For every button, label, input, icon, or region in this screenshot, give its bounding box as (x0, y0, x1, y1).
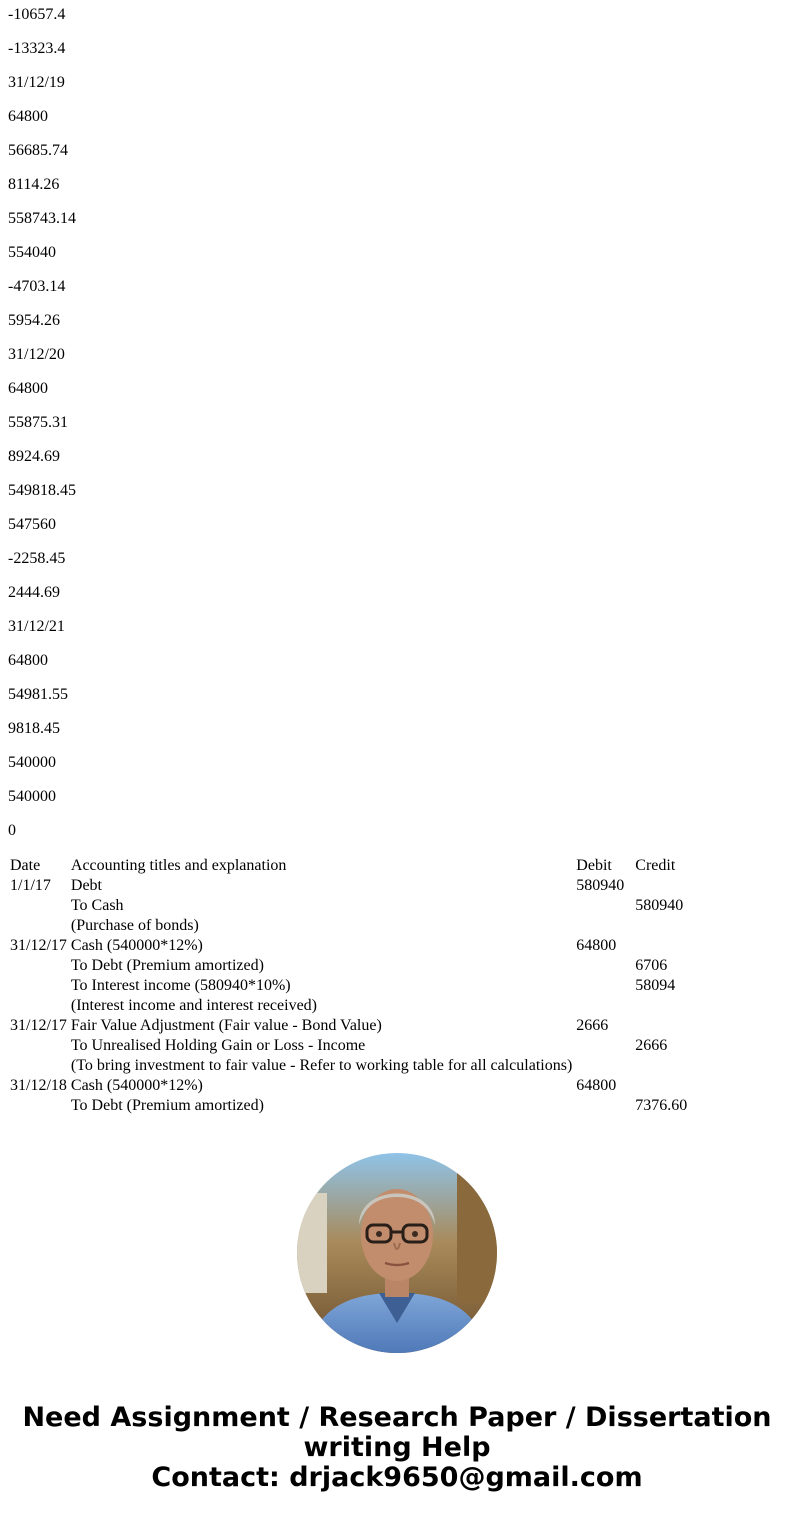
value-line: 8114.26 (8, 176, 60, 193)
promo-line-1: Need Assignment / Research Paper / Dissertation (22, 1402, 772, 1433)
value-line: 549818.45 (8, 482, 76, 499)
value-line: 0 (8, 822, 16, 839)
cell-description: Cash (540000*12%) (70, 1077, 203, 1094)
table-row (8, 876, 697, 896)
cell-description: (To bring investment to fair value - Refer to working table for all calculations) (70, 1057, 573, 1074)
value-line: 31/12/20 (8, 346, 65, 363)
cell-credit: 580940 (635, 897, 684, 914)
cell-debit (574, 1096, 633, 1116)
cell-credit: 2666 (635, 1037, 668, 1054)
table-row (8, 976, 697, 996)
value-line: 2444.69 (8, 584, 60, 601)
value-line: -2258.45 (8, 550, 66, 567)
table-row (8, 1096, 697, 1116)
cell-credit (633, 1056, 697, 1076)
cell-description: To Unrealised Holding Gain or Loss - Income (70, 1037, 366, 1054)
value-line: 8924.69 (8, 448, 60, 465)
cell-debit (574, 916, 633, 936)
cell-date (8, 956, 69, 976)
value-line: 540000 (8, 788, 56, 805)
cell-credit (633, 1016, 697, 1036)
header-debit: Debit (576, 857, 612, 874)
cell-debit (574, 976, 633, 996)
cell-credit (633, 996, 697, 1016)
value-line: -13323.4 (8, 40, 66, 57)
cell-date: 31/12/17 (10, 1017, 67, 1034)
cell-debit (574, 956, 633, 976)
cell-description: (Interest income and interest received) (70, 997, 317, 1014)
promo-contact[interactable]: Contact: drjack9650@gmail.com (151, 1462, 643, 1493)
table-row (8, 1016, 697, 1036)
cell-description: Cash (540000*12%) (70, 937, 203, 954)
table-header-row (8, 856, 697, 876)
cell-debit (574, 996, 633, 1016)
cell-debit (574, 896, 633, 916)
cell-date: 1/1/17 (10, 877, 51, 894)
cell-debit: 64800 (576, 937, 617, 954)
cell-credit (633, 916, 697, 936)
cell-description: To Debt (Premium amortized) (70, 957, 264, 974)
value-line: -4703.14 (8, 278, 66, 295)
cell-description: (Purchase of bonds) (70, 917, 199, 934)
value-line: 64800 (8, 108, 48, 125)
table-row (8, 1036, 697, 1056)
value-line: 31/12/21 (8, 618, 65, 635)
cell-description: Debt (70, 877, 102, 894)
cell-date (8, 896, 69, 916)
value-line: 55875.31 (8, 414, 68, 431)
cell-date (8, 1056, 69, 1076)
author-avatar (297, 1153, 497, 1353)
table-row (8, 916, 697, 936)
cell-debit: 580940 (576, 877, 625, 894)
cell-credit (633, 876, 697, 896)
value-line: 9818.45 (8, 720, 60, 737)
values-list (8, 0, 76, 850)
cell-date (8, 996, 69, 1016)
cell-credit (633, 936, 697, 956)
promo-line-2: writing Help (303, 1432, 491, 1463)
header-description: Accounting titles and explanation (70, 857, 287, 874)
cell-description: To Interest income (580940*10%) (70, 977, 291, 994)
cell-date: 31/12/18 (10, 1077, 67, 1094)
table-row (8, 996, 697, 1016)
value-line: 5954.26 (8, 312, 60, 329)
journal-entries-table (8, 856, 697, 1116)
value-line: -10657.4 (8, 6, 66, 23)
table-row (8, 936, 697, 956)
value-line: 540000 (8, 754, 56, 771)
header-date: Date (10, 857, 41, 874)
cell-description: To Cash (70, 897, 124, 914)
cell-debit (574, 1036, 633, 1056)
cell-description: To Debt (Premium amortized) (70, 1097, 264, 1114)
table-row (8, 896, 697, 916)
value-line: 64800 (8, 380, 48, 397)
value-line: 56685.74 (8, 142, 68, 159)
cell-description: Fair Value Adjustment (Fair value - Bond Value) (70, 1017, 382, 1034)
cell-date (8, 916, 69, 936)
cell-date (8, 1036, 69, 1056)
cell-credit (633, 1076, 697, 1096)
cell-debit (574, 1056, 633, 1076)
value-line: 547560 (8, 516, 56, 533)
author-photo (297, 1153, 497, 1353)
cell-date (8, 976, 69, 996)
table-row (8, 1056, 697, 1076)
cell-date (8, 1096, 69, 1116)
cell-debit: 2666 (576, 1017, 609, 1034)
cell-credit: 6706 (635, 957, 668, 974)
cell-credit: 58094 (635, 977, 676, 994)
value-line: 554040 (8, 244, 56, 261)
value-line: 64800 (8, 652, 48, 669)
promo-banner (0, 1403, 794, 1493)
header-credit: Credit (635, 857, 676, 874)
value-line: 31/12/19 (8, 74, 65, 91)
value-line: 54981.55 (8, 686, 68, 703)
cell-credit: 7376.60 (635, 1097, 688, 1114)
cell-date: 31/12/17 (10, 937, 67, 954)
value-line: 558743.14 (8, 210, 76, 227)
cell-debit: 64800 (576, 1077, 617, 1094)
table-row (8, 1076, 697, 1096)
table-row (8, 956, 697, 976)
